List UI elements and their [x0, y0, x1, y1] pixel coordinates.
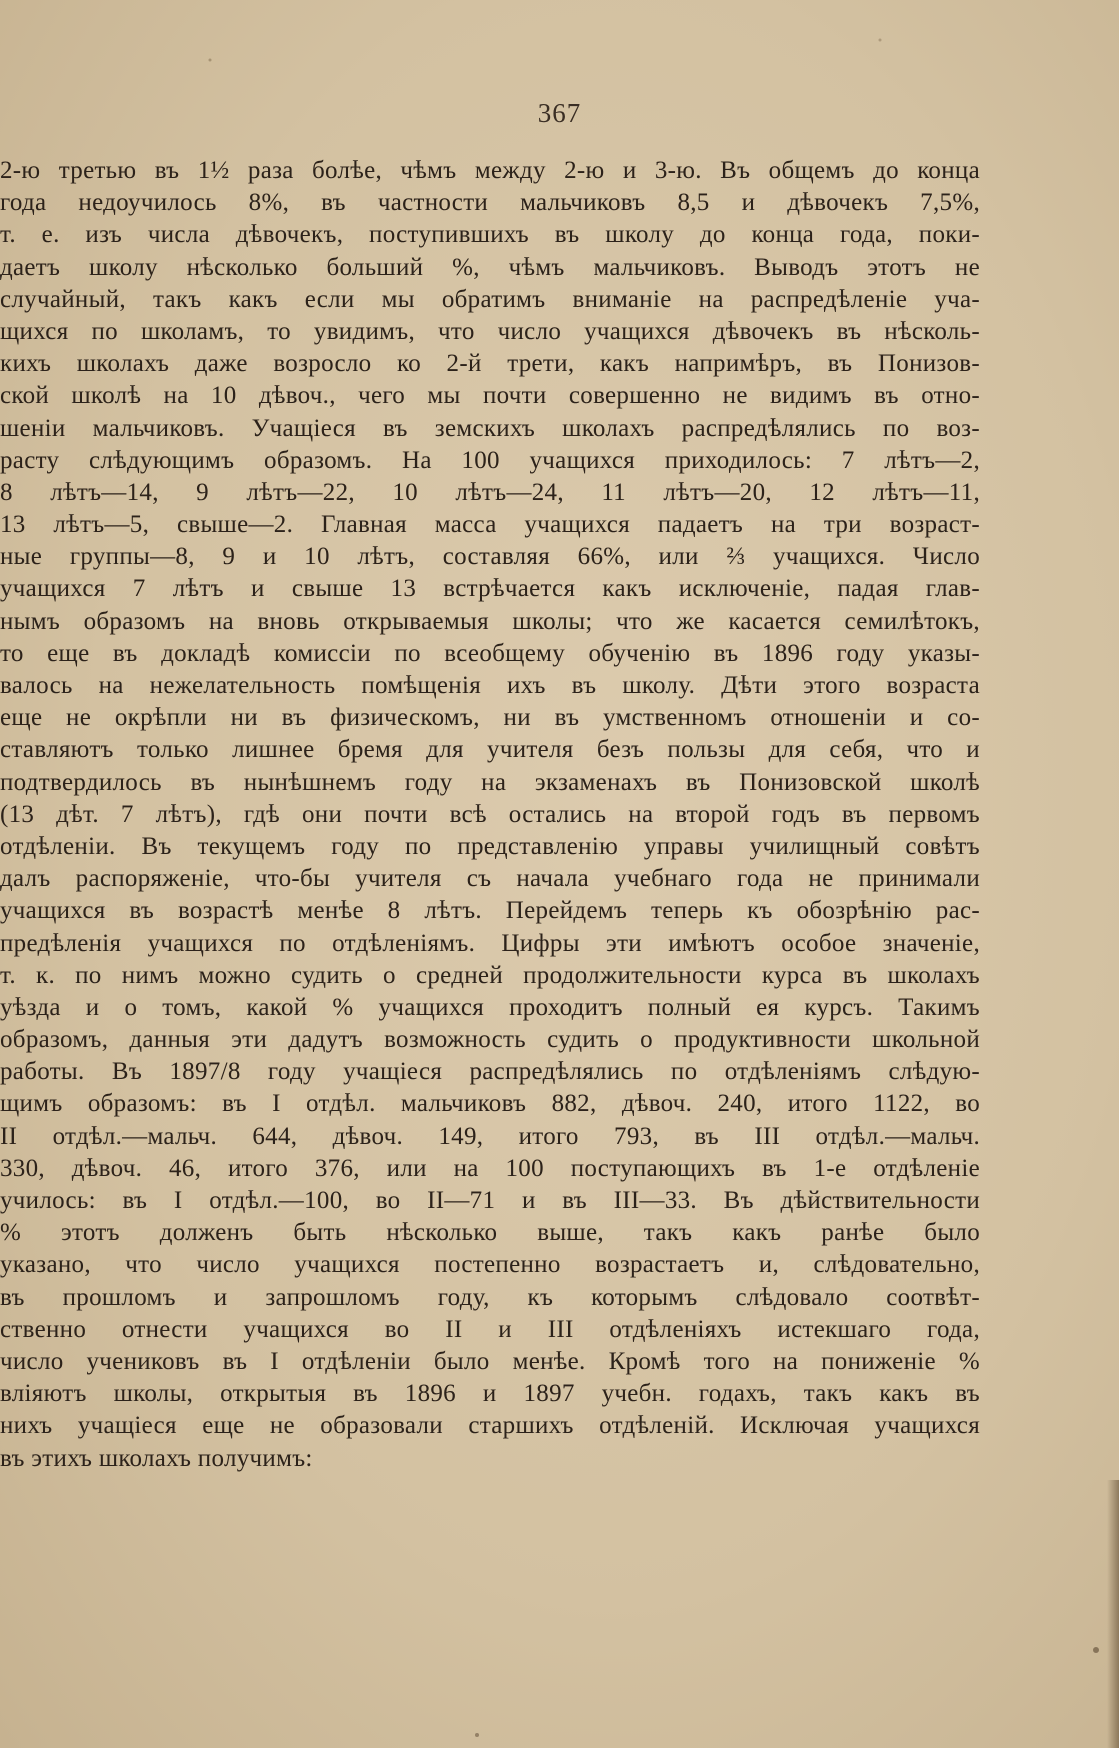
text-line: кихъ школахъ даже возросло ко 2-й трети, какъ напримѣръ, въ Понизов- — [0, 350, 980, 378]
text-line: даетъ школу нѣсколько больший %, чѣмъ мальчиковъ. Выводъ этотъ не — [0, 253, 980, 281]
text-line: шеніи мальчиковъ. Учащіеся въ земскихъ школахъ распредѣлялись по воз- — [0, 414, 980, 442]
text-line: училось: въ I отдѣл.—100, во II—71 и въ III—33. Въ дѣйствительности — [0, 1187, 980, 1214]
text-line: указано, что число учащихся постепенно возрастаетъ и, слѣдовательно, — [0, 1251, 980, 1279]
page-number: 367 — [537, 98, 582, 128]
text-line: расту слѣдующимъ образомъ. На 100 учащихся приходилось: 7 лѣтъ—2, — [0, 446, 980, 474]
text-line: ственно отнести учащихся во II и III отдѣленіяхъ истекшаго года, — [0, 1315, 980, 1343]
text-line: щимъ образомъ: въ I отдѣл. мальчиковъ 882, дѣвоч. 240, итого 1122, во — [0, 1090, 980, 1118]
text-line: образомъ, данныя эти дадутъ возможность судить о продуктивности школьной — [0, 1026, 980, 1054]
text-line: ской школѣ на 10 дѣвоч., чего мы почти совершенно не видимъ въ отно- — [0, 382, 980, 410]
text-line: нихъ учащіеся еще не образовали старшихъ отдѣленій. Исключая учащихся — [0, 1412, 980, 1440]
text-line: 8 лѣтъ—14, 9 лѣтъ—22, 10 лѣтъ—24, 11 лѣтъ—20, 12 лѣтъ—11, — [0, 478, 980, 506]
text-line: щихся по школамъ, то увидимъ, что число учащихся дѣвочекъ въ нѣсколь- — [0, 317, 980, 345]
text-line: 330, дѣвоч. 46, итого 376, или на 100 поступающихъ въ 1-е отдѣленіе — [0, 1154, 980, 1182]
text-line: отдѣленіи. Въ текущемъ году по представленію управы училищный совѣтъ — [0, 832, 980, 860]
text-line: число учениковъ въ I отдѣленіи было менѣе. Кромѣ того на пониженіе % — [0, 1347, 980, 1375]
text-line: въ этихъ школахъ получимъ: — [0, 1444, 313, 1472]
text-line: ные группы—8, 9 и 10 лѣтъ, составляя 66%, или ⅔ учащихся. Число — [0, 543, 980, 571]
text-line: т. е. изъ числа дѣвочекъ, поступившихъ въ школу до конца года, поки- — [0, 221, 980, 249]
text-line: года недоучилось 8%, въ частности мальчиковъ 8,5 и дѣвочекъ 7,5%, — [0, 189, 980, 217]
text-line: т. к. по нимъ можно судить о средней продолжительности курса въ школахъ — [0, 961, 980, 989]
text-line: работы. Въ 1897/8 году учащіеся распредѣлялись по отдѣленіямъ слѣдую- — [0, 1058, 980, 1086]
text-line: то еще въ докладѣ комиссіи по всеобщему обученію въ 1896 году указы- — [0, 639, 980, 667]
text-line: % этотъ долженъ быть нѣсколько выше, такъ какъ ранѣе было — [0, 1219, 980, 1247]
text-line: (13 дѣт. 7 лѣтъ), гдѣ они почти всѣ остались на второй годъ въ первомъ — [0, 800, 980, 828]
text-line: 2-ю третью въ 1½ раза болѣе, чѣмъ между 2-ю и 3-ю. Въ общемъ до конца — [0, 157, 980, 184]
text-line: въ прошломъ и запрошломъ году, къ которымъ слѣдовало соотвѣт- — [0, 1283, 980, 1311]
text-line: предѣленія учащихся по отдѣленіямъ. Цифры эти имѣютъ особое значеніе, — [0, 929, 980, 957]
page-edge-shadow — [1107, 1480, 1119, 1748]
text-line: вліяютъ школы, открытыя въ 1896 и 1897 учебн. годахъ, такъ какъ въ — [0, 1380, 980, 1408]
text-line: 13 лѣтъ—5, свыше—2. Главная масса учащихся падаетъ на три возраст- — [0, 511, 980, 539]
text-line: ставляютъ только лишнее бремя для учителя безъ пользы для себя, что и — [0, 736, 980, 764]
text-line: подтвердилось въ нынѣшнемъ году на экзаменахъ въ Понизовской школѣ — [0, 768, 980, 796]
text-line: учащихся въ возрастѣ менѣе 8 лѣтъ. Перейдемъ теперь къ обозрѣнію рас- — [0, 897, 980, 925]
text-line: далъ распоряженіе, что-бы учителя съ начала учебнаго года не принимали — [0, 865, 980, 893]
body-text — [0, 155, 980, 1475]
text-line: II отдѣл.—мальч. 644, дѣвоч. 149, итого 793, въ III отдѣл.—мальч. — [0, 1122, 980, 1150]
text-line: уѣзда и о томъ, какой % учащихся проходитъ полный ея курсъ. Такимъ — [0, 993, 980, 1021]
text-line: случайный, такъ какъ если мы обратимъ вниманіе на распредѣленіе уча- — [0, 285, 980, 313]
text-line: нымъ образомъ на вновь открываемыя школы; что же касается семилѣтокъ, — [0, 607, 980, 635]
text-line: валось на нежелательность помѣщенія ихъ въ школу. Дѣти этого возраста — [0, 672, 980, 699]
text-line: еще не окрѣпли ни въ физическомъ, ни въ умственномъ отношеніи и со- — [0, 704, 980, 732]
text-line: учащихся 7 лѣтъ и свыше 13 встрѣчается какъ исключеніе, падая глав- — [0, 575, 980, 603]
